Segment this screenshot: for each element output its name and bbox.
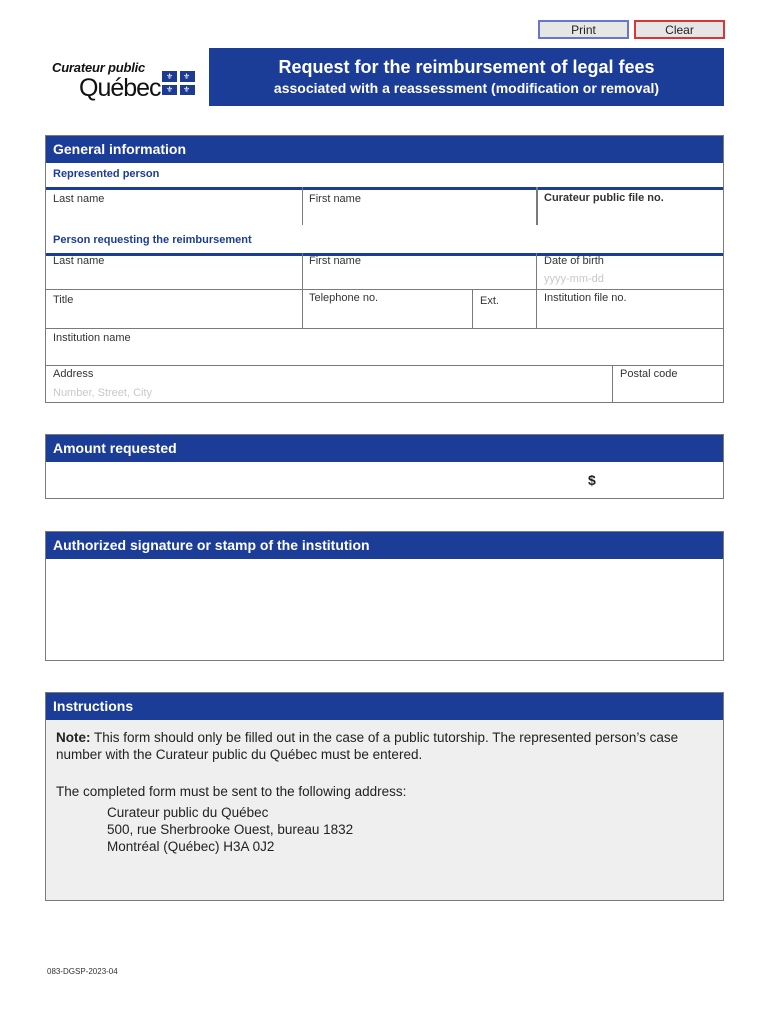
amount-section — [45, 434, 724, 499]
requester-heading: Person requesting the reimbursement — [46, 229, 723, 256]
print-button[interactable]: Print — [538, 20, 629, 39]
represented-last-name-field[interactable] — [46, 187, 302, 225]
ext-label: Ext. — [480, 295, 499, 307]
address-line-2: 500, rue Sherbrooke Ouest, bureau 1832 — [107, 822, 354, 837]
general-information-section — [45, 135, 724, 403]
clear-button[interactable]: Clear — [634, 20, 725, 39]
currency-symbol: $ — [588, 472, 596, 488]
institution-name-label: Institution name — [53, 332, 131, 344]
amount-heading: Amount requested — [46, 435, 723, 462]
page-title: Request for the reimbursement of legal fees — [278, 57, 655, 77]
amount-field[interactable] — [46, 462, 586, 499]
note-text: This form should only be filled out in the case of a public tutorship. The represented person’s case number with the Curateur public du Québec must be entered. — [56, 730, 679, 762]
address-label: Address — [53, 368, 94, 380]
address-line-3: Montréal (Québec) H3A 0J2 — [107, 839, 275, 854]
quebec-flag-icon: ⚜ ⚜ ⚜ ⚜ — [162, 71, 195, 95]
instructions-section — [45, 692, 724, 901]
form-code: 083-DGSP-2023-04 — [47, 967, 118, 976]
logo-text-quebec: Québec — [79, 74, 161, 102]
ext-field[interactable] — [473, 290, 536, 328]
instructions-heading: Instructions — [46, 693, 723, 720]
signature-heading: Authorized signature or stamp of the institution — [46, 532, 723, 559]
institution-file-no-field[interactable] — [537, 290, 724, 328]
curateur-file-no-label: Curateur public file no. — [544, 192, 664, 204]
institution-file-no-label: Institution file no. — [544, 292, 627, 304]
logo-text-curateur: Curateur public — [52, 60, 146, 75]
signature-field[interactable] — [46, 559, 724, 661]
postal-code-field[interactable] — [613, 366, 724, 403]
page-subtitle: associated with a reassessment (modification or removal) — [273, 80, 660, 96]
signature-section — [45, 531, 724, 661]
date-of-birth-label: Date of birth — [544, 255, 604, 267]
note-label: Note: — [56, 730, 91, 745]
represented-person-heading: Represented person — [46, 163, 723, 190]
date-of-birth-input[interactable]: yyyy-mm-dd — [544, 273, 604, 285]
address-line-1: Curateur public du Québec — [107, 805, 269, 820]
represented-last-name-label: Last name — [53, 193, 105, 205]
telephone-label: Telephone no. — [309, 292, 379, 304]
requester-last-name-field[interactable] — [46, 253, 302, 289]
institution-name-field[interactable] — [46, 329, 724, 365]
address-input[interactable]: Number, Street, City — [53, 387, 153, 399]
represented-first-name-field[interactable] — [303, 187, 536, 225]
telephone-field[interactable] — [303, 290, 472, 328]
requester-last-name-label: Last name — [53, 255, 105, 267]
represented-first-name-label: First name — [309, 193, 361, 205]
postal-code-label: Postal code — [620, 368, 678, 380]
title-field[interactable] — [46, 290, 302, 328]
instructions-sent-text: The completed form must be sent to the following address: — [56, 784, 407, 799]
requester-first-name-field[interactable] — [303, 253, 536, 289]
requester-first-name-label: First name — [309, 255, 361, 267]
title-label: Title — [53, 294, 74, 306]
general-information-heading: General information — [46, 136, 723, 163]
curateur-file-no-field[interactable] — [537, 187, 724, 225]
title-banner — [209, 48, 724, 106]
instructions-note — [56, 729, 716, 763]
